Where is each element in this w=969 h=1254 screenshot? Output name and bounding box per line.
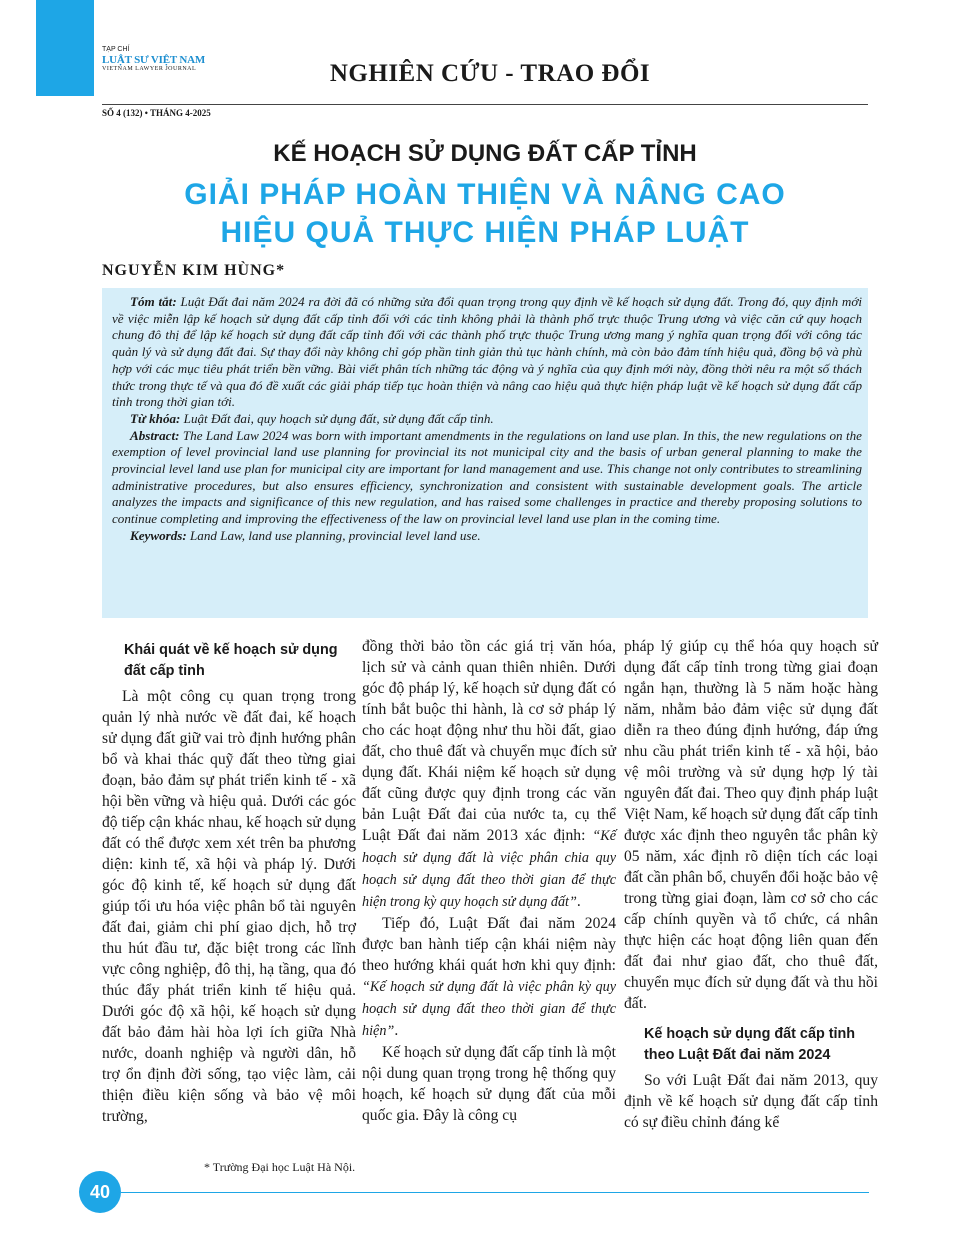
- abstract-box: [102, 288, 868, 618]
- article-title-main: [102, 176, 868, 252]
- section-heading-1: Khái quát về kế hoạch sử dụng đất cấp tỉnh: [124, 642, 338, 679]
- body-paragraph: So với Luật Đất đai năm 2013, quy định về kế hoạch sử dụng đất cấp tỉnh có sự điều chỉnh đáng kể: [624, 1072, 878, 1131]
- summary-label: Tóm tắt:: [130, 294, 177, 309]
- article-title-line3: HIỆU QUẢ THỰC HIỆN PHÁP LUẬT: [220, 216, 750, 249]
- quote-text: “Kế hoạch sử dụng đất là việc phân chia quy hoạch sử dụng đất theo thời gian để thực hiện trong kỳ quy hoạch sử dụng đất”: [362, 828, 616, 910]
- journal-masthead: [102, 46, 222, 73]
- body-paragraph: [362, 636, 616, 913]
- body-text: Tiếp đó, Luật Đất đai năm 2024 được ban hành tiếp cận khái niệm này theo hướng khái quát hơn khi quy định:: [362, 915, 616, 974]
- header-divider: [102, 104, 868, 105]
- article-title-line1: KẾ HOẠCH SỬ DỤNG ĐẤT CẤP TỈNH: [273, 140, 697, 167]
- summary-paragraph: [112, 294, 862, 411]
- section-heading-2: Kế hoạch sử dụng đất cấp tỉnh theo Luật Đất đai năm 2024: [644, 1026, 856, 1063]
- article-title-line2: GIẢI PHÁP HOÀN THIỆN VÀ NÂNG CAO: [184, 178, 786, 211]
- body-text: .: [394, 1022, 399, 1039]
- author-name: NGUYỄN KIM HÙNG*: [102, 262, 286, 279]
- keywords-vi-paragraph: [112, 411, 862, 428]
- body-column-2: [362, 636, 616, 1126]
- page-number-badge: 40: [79, 1171, 121, 1213]
- quote-text: “Kế hoạch sử dụng đất là việc phân kỳ quy hoạch sử dụng đất theo thời gian để thực hiện”: [362, 979, 616, 1039]
- keywords-en-paragraph: [112, 528, 862, 545]
- issue-info: SỐ 4 (132) • THÁNG 4-2025: [102, 108, 211, 118]
- journal-english-name: VIETNAM LAWYER JOURNAL: [102, 66, 197, 72]
- summary-text: Luật Đất đai năm 2024 ra đời đã có những sửa đổi quan trọng trong quy định về kế hoạch sử dụng đất. Trong đó, quy định mới về việc miễn lập kế hoạch sử dụng đất cấp tỉnh đối với các tỉnh không phải là thành phố trực thuộc Trung ương và việc căn cứ quy hoạch chung đô thị để lập kế hoạch sử dụng đất cấp tỉnh đối với các thành phố trực thuộc Trung ương mang ý nghĩa quan trọng đối với công tác quản lý và sử dụng đất đai. Sự thay đổi này không chỉ góp phần tinh giản thủ tục hành chính, mà còn bảo đảm tính hiệu quả, đồng bộ và phù hợp với các mục tiêu phát triển bền vững. Bài viết phân tích những tác động và ý nghĩa của quy định mới này, đồng thời nêu ra một số thách thức trong thực tế và qua đó đề xuất các giải pháp tiếp tục hoàn thiện và nâng cao hiệu quả thực hiện pháp luật về kế hoạch sử dụng đất cấp tỉnh trong thời gian tới.: [112, 294, 862, 410]
- body-text: .: [576, 893, 581, 910]
- body-column-3: [624, 636, 878, 1133]
- abstract-en-text: The Land Law 2024 was born with important amendments in the regulations on land use plan. In this, the new regulations on the exemption of level provincial land use planning for provincial its not municipal city and the basis of urban general planning to make the provincial level land use plan for municipal city are important for land management and use. This change not only contributes to streamlining administrative procedures, but also ensures efficiency, synchronization and consistent with sustainable development goals. The article analyzes the impacts and significance of this new regulation, and has raised some challenges in practice and thereby proposing solutions to continue completing and improving the effectiveness of the law on provincial level land use plan in the coming time.: [112, 427, 862, 527]
- blue-corner-tab: [36, 0, 94, 96]
- keywords-en-label: Keywords:: [130, 527, 187, 543]
- body-column-1: [102, 640, 356, 1127]
- body-paragraph: Kế hoạch sử dụng đất cấp tỉnh là một nội dung quan trọng trong hệ thống quy hoạch, kế hoạch sử dụng đất của mỗi quốc gia. Đây là công cụ: [362, 1044, 616, 1124]
- abstract-en-label: Abstract:: [130, 427, 180, 443]
- body-paragraph: Là một công cụ quan trọng trong quản lý nhà nước về đất đai, kế hoạch sử dụng đất giữ vai trò định hướng phân bổ và khai thác quỹ đất theo từng giai đoạn, bảo đảm sự phát triển kinh tế - xã hội bền vững và hiệu quả. Dưới các góc độ tiếp cận khác nhau, kế hoạch sử dụng đất có thể được xem xét trên ba phương diện: kinh tế, xã hội và pháp lý. Dưới góc độ kinh tế, kế hoạch sử dụng đất giúp tối ưu hóa việc phân bổ tài nguyên đất đai, giảm chi phí giao dịch, hỗ trợ thu hút đầu tư, đặc biệt trong các lĩnh vực công nghiệp, đô thị, hạ tầng, qua đó thúc đẩy phát triển kinh tế hiệu quả. Dưới góc độ xã hội, kế hoạch sử dụng đất bảo đảm hài hòa lợi ích giữa Nhà nước, doanh nghiệp và người dân, hỗ trợ ổn định đời sống, tạo việc làm, cải thiện điều kiện sống và bảo vệ môi trường,: [102, 688, 356, 1125]
- section-title: NGHIÊN CỨU - TRAO ĐỔI: [329, 60, 651, 87]
- body-paragraph: pháp lý giúp cụ thể hóa quy hoạch sử dụng đất cấp tỉnh trong từng giai đoạn ngắn hạn, thường là 5 năm hoặc hàng năm, nhằm bảo đảm việc sử dụng đất diễn ra theo đúng định hướng, đáp ứng nhu cầu phát triển kinh tế - xã hội, bảo vệ môi trường và sử dụng hợp lý tài nguyên đất đai. Theo quy định pháp luật Việt Nam, kế hoạch sử dụng đất cấp tỉnh được xác định theo nguyên tắc phân kỳ 05 năm, xác định rõ diện tích các loại đất cần phân bổ, chuyển đổi hoặc bảo vệ trong từng giai đoạn, làm cơ sở cho các cấp chính quyền và tổ chức, cá nhân thực hiện các hoạt động liên quan đến đất đai như giao đất, cho thuê đất, chuyển mục đích sử dụng đất và thu hồi đất.: [624, 638, 878, 1012]
- body-paragraph: [362, 913, 616, 1042]
- keywords-vi-label: Từ khóa:: [130, 410, 181, 426]
- journal-name: LUẬT SƯ VIỆT NAM: [102, 54, 206, 66]
- abstract-en-paragraph: [112, 428, 862, 528]
- keywords-vi-text: Luật Đất đai, quy hoạch sử dụng đất, sử dụng đất cấp tỉnh.: [180, 410, 494, 426]
- journal-label: TẠP CHÍ: [102, 46, 130, 53]
- footnote: * Trường Đại học Luật Hà Nội.: [204, 1160, 356, 1174]
- keywords-en-text: Land Law, land use planning, provincial level land use.: [186, 527, 481, 543]
- footer-divider: [121, 1192, 869, 1193]
- body-text: đồng thời bảo tồn các giá trị văn hóa, lịch sử và cảnh quan thiên nhiên. Dưới góc độ pháp lý, kế hoạch sử dụng đất có tính bắt buộc thi hành, là cơ sở pháp lý cho các hoạt động như thu hồi đất, giao đất, cho thuê đất và chuyển mục đích sử dụng đất. Khái niệm kế hoạch sử dụng đất cũng được quy định trong các văn bản Luật Đất đai của nước ta, cụ thể Luật Đất đai năm 2013 xác định:: [362, 638, 616, 844]
